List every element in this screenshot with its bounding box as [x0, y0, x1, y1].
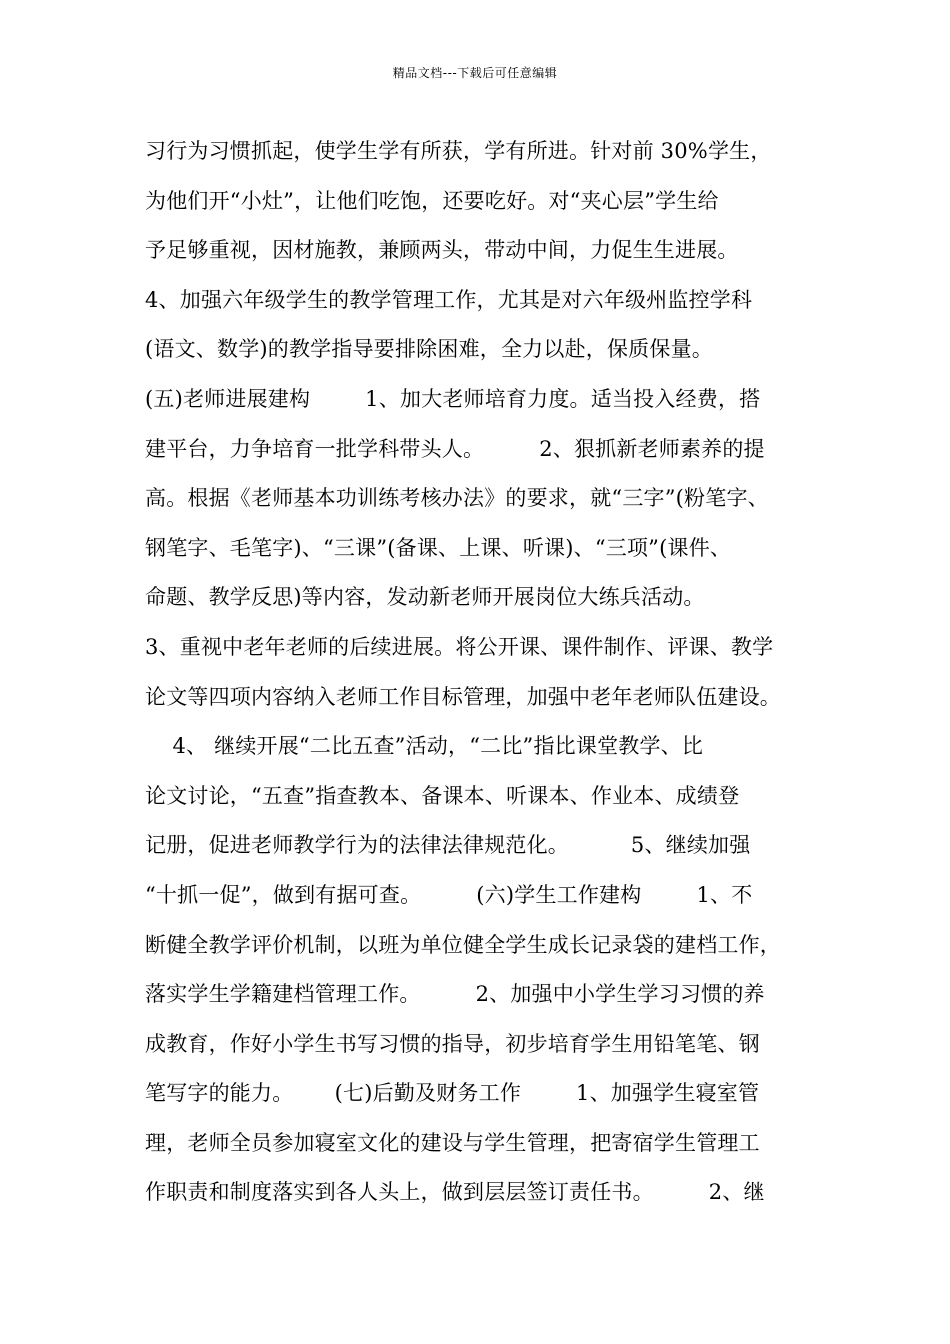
- text-line: 论文等四项内容纳入老师工作目标管理，加强中老年老师队伍建设。: [145, 684, 781, 709]
- text-line: 3、重视中老年老师的后续进展。将公开课、课件制作、评课、教学: [145, 634, 774, 659]
- text-line: 笔写字的能力。 (七)后勤及财务工作 1、加强学生寝室管: [145, 1081, 760, 1106]
- text-line: 成教育，作好小学生书写习惯的指导，初步培育学生用铅笔笔、钢: [145, 1031, 760, 1056]
- text-line: 予足够重视，因材施教，兼顾两头，带动中间，力促生生进展。: [145, 238, 739, 263]
- text-line: 作职责和制度落实到各人头上，做到层层签订责任书。 2、继: [145, 1180, 765, 1205]
- text-line: 为他们开“小灶”，让他们吃饱，还要吃好。对“夹心层”学生给: [145, 188, 719, 213]
- text-line: 4、 继续开展“二比五查”活动，“二比”指比课堂教学、比: [145, 734, 704, 759]
- text-line: 建平台，力争培育一批学科带头人。 2、狠抓新老师素养的提: [145, 436, 765, 461]
- text-line: 落实学生学籍建档管理工作。 2、加强中小学生学习习惯的养: [145, 982, 765, 1007]
- text-line: 理，老师全员参加寝室文化的建设与学生管理，把寄宿学生管理工: [145, 1130, 760, 1155]
- text-line: “十抓一促”，做到有据可查。 (六)学生工作建构 1、不: [145, 882, 753, 907]
- text-line: 4、加强六年级学生的教学管理工作，尤其是对六年级州监控学科: [145, 287, 753, 312]
- text-line: 钢笔字、毛笔字)、“三课”(备课、上课、听课)、“三项”(课件、: [145, 535, 732, 560]
- text-line: 记册，促进老师教学行为的法律法律规范化。 5、继续加强: [145, 833, 751, 858]
- text-line: 命题、教学反思)等内容，发动新老师开展岗位大练兵活动。: [145, 585, 705, 610]
- text-line: (五)老师进展建构 1、加大老师培育力度。适当投入经费，搭: [145, 386, 761, 411]
- page-header: 精品文档---下载后可任意编辑: [392, 66, 558, 80]
- text-line: (语文、数学)的教学指导要排除困难，全力以赴，保质保量。: [145, 337, 713, 362]
- text-line: 断健全教学评价机制，以班为单位健全学生成长记录袋的建档工作，: [145, 932, 781, 957]
- text-line: 高。根据《老师基本功训练考核办法》的要求，就“三字”(粉笔字、: [145, 486, 769, 511]
- text-line: 论文讨论，“五查”指查教本、备课本、听课本、作业本、成绩登: [145, 783, 740, 808]
- text-line: 习行为习惯抓起，使学生学有所获，学有所进。针对前 30%学生，: [145, 139, 772, 163]
- body-text: [145, 127, 825, 1218]
